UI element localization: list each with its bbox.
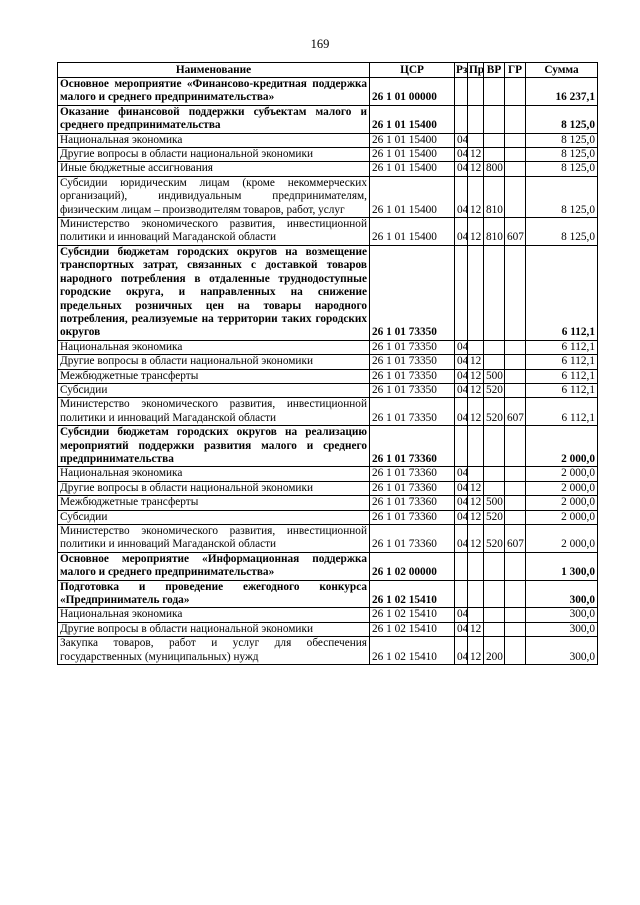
table-row bbox=[58, 133, 598, 147]
cell-gr bbox=[505, 481, 526, 495]
cell-gr: 607 bbox=[505, 218, 526, 246]
cell-csr: 26 1 01 73350 bbox=[370, 383, 455, 397]
table-row bbox=[58, 510, 598, 524]
cell-pr: 12 bbox=[468, 481, 484, 495]
cell-csr: 26 1 01 15400 bbox=[370, 218, 455, 246]
cell-sum: 8 125,0 bbox=[526, 218, 598, 246]
cell-csr: 26 1 01 73360 bbox=[370, 467, 455, 481]
cell-vr bbox=[484, 133, 505, 147]
cell-sum: 8 125,0 bbox=[526, 162, 598, 176]
cell-csr: 26 1 01 73360 bbox=[370, 496, 455, 510]
cell-pr: 12 bbox=[468, 525, 484, 553]
cell-sum: 2 000,0 bbox=[526, 481, 598, 495]
cell-gr bbox=[505, 148, 526, 162]
page-number: 169 bbox=[310, 37, 330, 51]
header-name: Наименование bbox=[58, 63, 370, 78]
cell-gr bbox=[505, 162, 526, 176]
cell-vr bbox=[484, 245, 505, 340]
table-row bbox=[58, 481, 598, 495]
cell-csr: 26 1 01 73350 bbox=[370, 398, 455, 426]
cell-vr: 200 bbox=[484, 637, 505, 665]
cell-name: Основное мероприятие «Финансово-кредитная поддержка малого и среднего предпринимательства» bbox=[58, 78, 370, 106]
cell-gr bbox=[505, 510, 526, 524]
cell-name: Национальная экономика bbox=[58, 133, 370, 147]
cell-csr: 26 1 01 15400 bbox=[370, 176, 455, 217]
cell-csr: 26 1 02 15410 bbox=[370, 580, 455, 608]
cell-gr bbox=[505, 383, 526, 397]
cell-sum: 6 112,1 bbox=[526, 245, 598, 340]
table-row bbox=[58, 467, 598, 481]
cell-pr: 12 bbox=[468, 369, 484, 383]
cell-sum: 2 000,0 bbox=[526, 510, 598, 524]
cell-csr: 26 1 01 15400 bbox=[370, 162, 455, 176]
table-row bbox=[58, 552, 598, 580]
header-csr: ЦСР bbox=[370, 63, 455, 78]
cell-vr bbox=[484, 608, 505, 622]
cell-gr bbox=[505, 176, 526, 217]
cell-rz: 04 bbox=[455, 218, 468, 246]
cell-rz bbox=[455, 78, 468, 106]
cell-csr: 26 1 01 73360 bbox=[370, 481, 455, 495]
cell-name: Иные бюджетные ассигнования bbox=[58, 162, 370, 176]
cell-gr bbox=[505, 580, 526, 608]
cell-sum: 2 000,0 bbox=[526, 467, 598, 481]
cell-pr bbox=[468, 426, 484, 467]
cell-csr: 26 1 01 15400 bbox=[370, 133, 455, 147]
cell-vr: 810 bbox=[484, 176, 505, 217]
cell-rz bbox=[455, 552, 468, 580]
cell-csr: 26 1 01 73350 bbox=[370, 340, 455, 354]
header-pr: Пр bbox=[469, 63, 485, 76]
cell-pr: 12 bbox=[468, 398, 484, 426]
cell-name: Национальная экономика bbox=[58, 340, 370, 354]
cell-name: Оказание финансовой поддержки субъектам малого и среднего предпринимательства bbox=[58, 105, 370, 133]
cell-gr bbox=[505, 426, 526, 467]
cell-rz: 04 bbox=[455, 398, 468, 426]
cell-rz: 04 bbox=[455, 340, 468, 354]
cell-vr bbox=[484, 355, 505, 369]
cell-sum: 6 112,1 bbox=[526, 398, 598, 426]
cell-pr: 12 bbox=[468, 176, 484, 217]
cell-gr bbox=[505, 105, 526, 133]
cell-name: Межбюджетные трансферты bbox=[58, 369, 370, 383]
cell-pr: 12 bbox=[468, 148, 484, 162]
cell-rz: 04 bbox=[455, 162, 468, 176]
cell-name: Министерство экономического развития, инвестиционной политики и инноваций Магаданской области bbox=[58, 525, 370, 553]
cell-sum: 6 112,1 bbox=[526, 355, 598, 369]
cell-gr bbox=[505, 496, 526, 510]
cell-name: Субсидии bbox=[58, 383, 370, 397]
header-vr: ВР bbox=[484, 63, 505, 78]
cell-name: Национальная экономика bbox=[58, 467, 370, 481]
cell-vr: 520 bbox=[484, 398, 505, 426]
cell-csr: 26 1 01 73360 bbox=[370, 510, 455, 524]
cell-gr bbox=[505, 369, 526, 383]
cell-vr bbox=[484, 552, 505, 580]
cell-rz: 04 bbox=[455, 637, 468, 665]
cell-gr bbox=[505, 355, 526, 369]
table-row bbox=[58, 622, 598, 636]
cell-pr: 12 bbox=[468, 218, 484, 246]
cell-pr bbox=[468, 552, 484, 580]
cell-pr bbox=[468, 340, 484, 354]
cell-rz: 04 bbox=[455, 622, 468, 636]
table-row bbox=[58, 218, 598, 246]
cell-gr: 607 bbox=[505, 398, 526, 426]
cell-pr: 12 bbox=[468, 496, 484, 510]
cell-rz: 04 bbox=[455, 481, 468, 495]
cell-gr bbox=[505, 608, 526, 622]
cell-rz bbox=[455, 105, 468, 133]
cell-sum: 2 000,0 bbox=[526, 426, 598, 467]
cell-pr: 12 bbox=[468, 383, 484, 397]
cell-vr bbox=[484, 467, 505, 481]
cell-pr bbox=[468, 105, 484, 133]
cell-pr: 12 bbox=[468, 355, 484, 369]
table-row bbox=[58, 383, 598, 397]
cell-csr: 26 1 01 73350 bbox=[370, 355, 455, 369]
cell-gr bbox=[505, 133, 526, 147]
table-row bbox=[58, 176, 598, 217]
table-row bbox=[58, 78, 598, 106]
cell-name: Другие вопросы в области национальной экономики bbox=[58, 622, 370, 636]
table-row bbox=[58, 426, 598, 467]
cell-rz: 04 bbox=[455, 608, 468, 622]
cell-gr bbox=[505, 552, 526, 580]
cell-csr: 26 1 02 15410 bbox=[370, 622, 455, 636]
cell-vr: 810 bbox=[484, 218, 505, 246]
cell-name: Субсидии бюджетам городских округов на реализацию мероприятий поддержки развития малого и среднего предпринимательства bbox=[58, 426, 370, 467]
cell-rz: 04 bbox=[455, 176, 468, 217]
table-row bbox=[58, 162, 598, 176]
cell-name: Субсидии юридическим лицам (кроме некоммерческих организаций), индивидуальным предпринимателям, физическим лицам – производителям товаров, работ, услуг bbox=[58, 176, 370, 217]
table-row bbox=[58, 398, 598, 426]
table-row bbox=[58, 580, 598, 608]
cell-vr bbox=[484, 340, 505, 354]
cell-name: Другие вопросы в области национальной экономики bbox=[58, 355, 370, 369]
cell-name: Национальная экономика bbox=[58, 608, 370, 622]
cell-vr: 520 bbox=[484, 383, 505, 397]
cell-vr bbox=[484, 580, 505, 608]
cell-sum: 8 125,0 bbox=[526, 105, 598, 133]
cell-vr: 500 bbox=[484, 369, 505, 383]
cell-sum: 2 000,0 bbox=[526, 525, 598, 553]
cell-gr bbox=[505, 78, 526, 106]
cell-sum: 8 125,0 bbox=[526, 133, 598, 147]
table-row bbox=[58, 340, 598, 354]
cell-rz: 04 bbox=[455, 510, 468, 524]
cell-pr bbox=[468, 608, 484, 622]
cell-pr bbox=[468, 133, 484, 147]
cell-vr bbox=[484, 148, 505, 162]
cell-sum: 300,0 bbox=[526, 637, 598, 665]
cell-csr: 26 1 01 00000 bbox=[370, 78, 455, 106]
cell-gr bbox=[505, 622, 526, 636]
cell-rz: 04 bbox=[455, 525, 468, 553]
cell-rz: 04 bbox=[455, 369, 468, 383]
cell-csr: 26 1 01 73350 bbox=[370, 369, 455, 383]
cell-sum: 8 125,0 bbox=[526, 176, 598, 217]
table-header-row bbox=[58, 63, 598, 78]
cell-csr: 26 1 01 15400 bbox=[370, 105, 455, 133]
budget-table bbox=[57, 62, 598, 665]
cell-vr bbox=[484, 78, 505, 106]
cell-vr bbox=[484, 622, 505, 636]
table-row bbox=[58, 245, 598, 340]
cell-gr bbox=[505, 340, 526, 354]
cell-rz: 04 bbox=[455, 133, 468, 147]
cell-sum: 300,0 bbox=[526, 580, 598, 608]
cell-name: Основное мероприятие «Информационная поддержка малого и среднего предпринимательства» bbox=[58, 552, 370, 580]
cell-sum: 16 237,1 bbox=[526, 78, 598, 106]
cell-pr bbox=[468, 78, 484, 106]
header-rz: Рз bbox=[456, 63, 468, 76]
cell-sum: 1 300,0 bbox=[526, 552, 598, 580]
cell-pr: 12 bbox=[468, 162, 484, 176]
cell-gr bbox=[505, 467, 526, 481]
cell-vr: 500 bbox=[484, 496, 505, 510]
cell-gr: 607 bbox=[505, 525, 526, 553]
cell-pr bbox=[468, 467, 484, 481]
cell-sum: 6 112,1 bbox=[526, 383, 598, 397]
table-row bbox=[58, 105, 598, 133]
cell-rz: 04 bbox=[455, 496, 468, 510]
cell-name: Подготовка и проведение ежегодного конкурса «Предприниматель года» bbox=[58, 580, 370, 608]
cell-sum: 6 112,1 bbox=[526, 340, 598, 354]
cell-sum: 300,0 bbox=[526, 608, 598, 622]
cell-pr bbox=[468, 245, 484, 340]
cell-rz bbox=[455, 426, 468, 467]
cell-name: Субсидии бюджетам городских округов на возмещение транспортных затрат, связанных с доставкой товаров народного потребления в отдаленные труднодоступные городские округа, и направленных на снижение предельных розничных цен на товары народного потребления, реализуемые на территории таких городских округов bbox=[58, 245, 370, 340]
cell-pr: 12 bbox=[468, 510, 484, 524]
cell-csr: 26 1 01 73360 bbox=[370, 426, 455, 467]
table-row bbox=[58, 369, 598, 383]
table-row bbox=[58, 608, 598, 622]
cell-name: Другие вопросы в области национальной экономики bbox=[58, 481, 370, 495]
cell-gr bbox=[505, 245, 526, 340]
table-row bbox=[58, 525, 598, 553]
cell-csr: 26 1 02 15410 bbox=[370, 608, 455, 622]
table-row bbox=[58, 496, 598, 510]
cell-sum: 8 125,0 bbox=[526, 148, 598, 162]
cell-csr: 26 1 02 00000 bbox=[370, 552, 455, 580]
cell-sum: 6 112,1 bbox=[526, 369, 598, 383]
cell-vr bbox=[484, 426, 505, 467]
cell-vr: 520 bbox=[484, 510, 505, 524]
cell-gr bbox=[505, 637, 526, 665]
cell-name: Министерство экономического развития, инвестиционной политики и инноваций Магаданской области bbox=[58, 398, 370, 426]
cell-rz: 04 bbox=[455, 148, 468, 162]
cell-pr: 12 bbox=[468, 637, 484, 665]
cell-rz bbox=[455, 245, 468, 340]
cell-pr: 12 bbox=[468, 622, 484, 636]
cell-csr: 26 1 01 15400 bbox=[370, 148, 455, 162]
cell-name: Межбюджетные трансферты bbox=[58, 496, 370, 510]
header-gr: ГР bbox=[505, 63, 526, 78]
header-sum: Сумма bbox=[526, 63, 598, 78]
cell-csr: 26 1 02 15410 bbox=[370, 637, 455, 665]
cell-name: Субсидии bbox=[58, 510, 370, 524]
cell-csr: 26 1 01 73360 bbox=[370, 525, 455, 553]
cell-csr: 26 1 01 73350 bbox=[370, 245, 455, 340]
table-row bbox=[58, 637, 598, 665]
table-row bbox=[58, 355, 598, 369]
cell-vr: 520 bbox=[484, 525, 505, 553]
cell-name: Закупка товаров, работ и услуг для обеспечения государственных (муниципальных) нужд bbox=[58, 637, 370, 665]
cell-rz: 04 bbox=[455, 467, 468, 481]
table-row bbox=[58, 148, 598, 162]
cell-pr bbox=[468, 580, 484, 608]
cell-name: Министерство экономического развития, инвестиционной политики и инноваций Магаданской области bbox=[58, 218, 370, 246]
cell-sum: 300,0 bbox=[526, 622, 598, 636]
cell-vr bbox=[484, 105, 505, 133]
cell-sum: 2 000,0 bbox=[526, 496, 598, 510]
cell-name: Другие вопросы в области национальной экономики bbox=[58, 148, 370, 162]
cell-vr bbox=[484, 481, 505, 495]
cell-rz bbox=[455, 580, 468, 608]
cell-vr: 800 bbox=[484, 162, 505, 176]
cell-rz: 04 bbox=[455, 355, 468, 369]
cell-rz: 04 bbox=[455, 383, 468, 397]
